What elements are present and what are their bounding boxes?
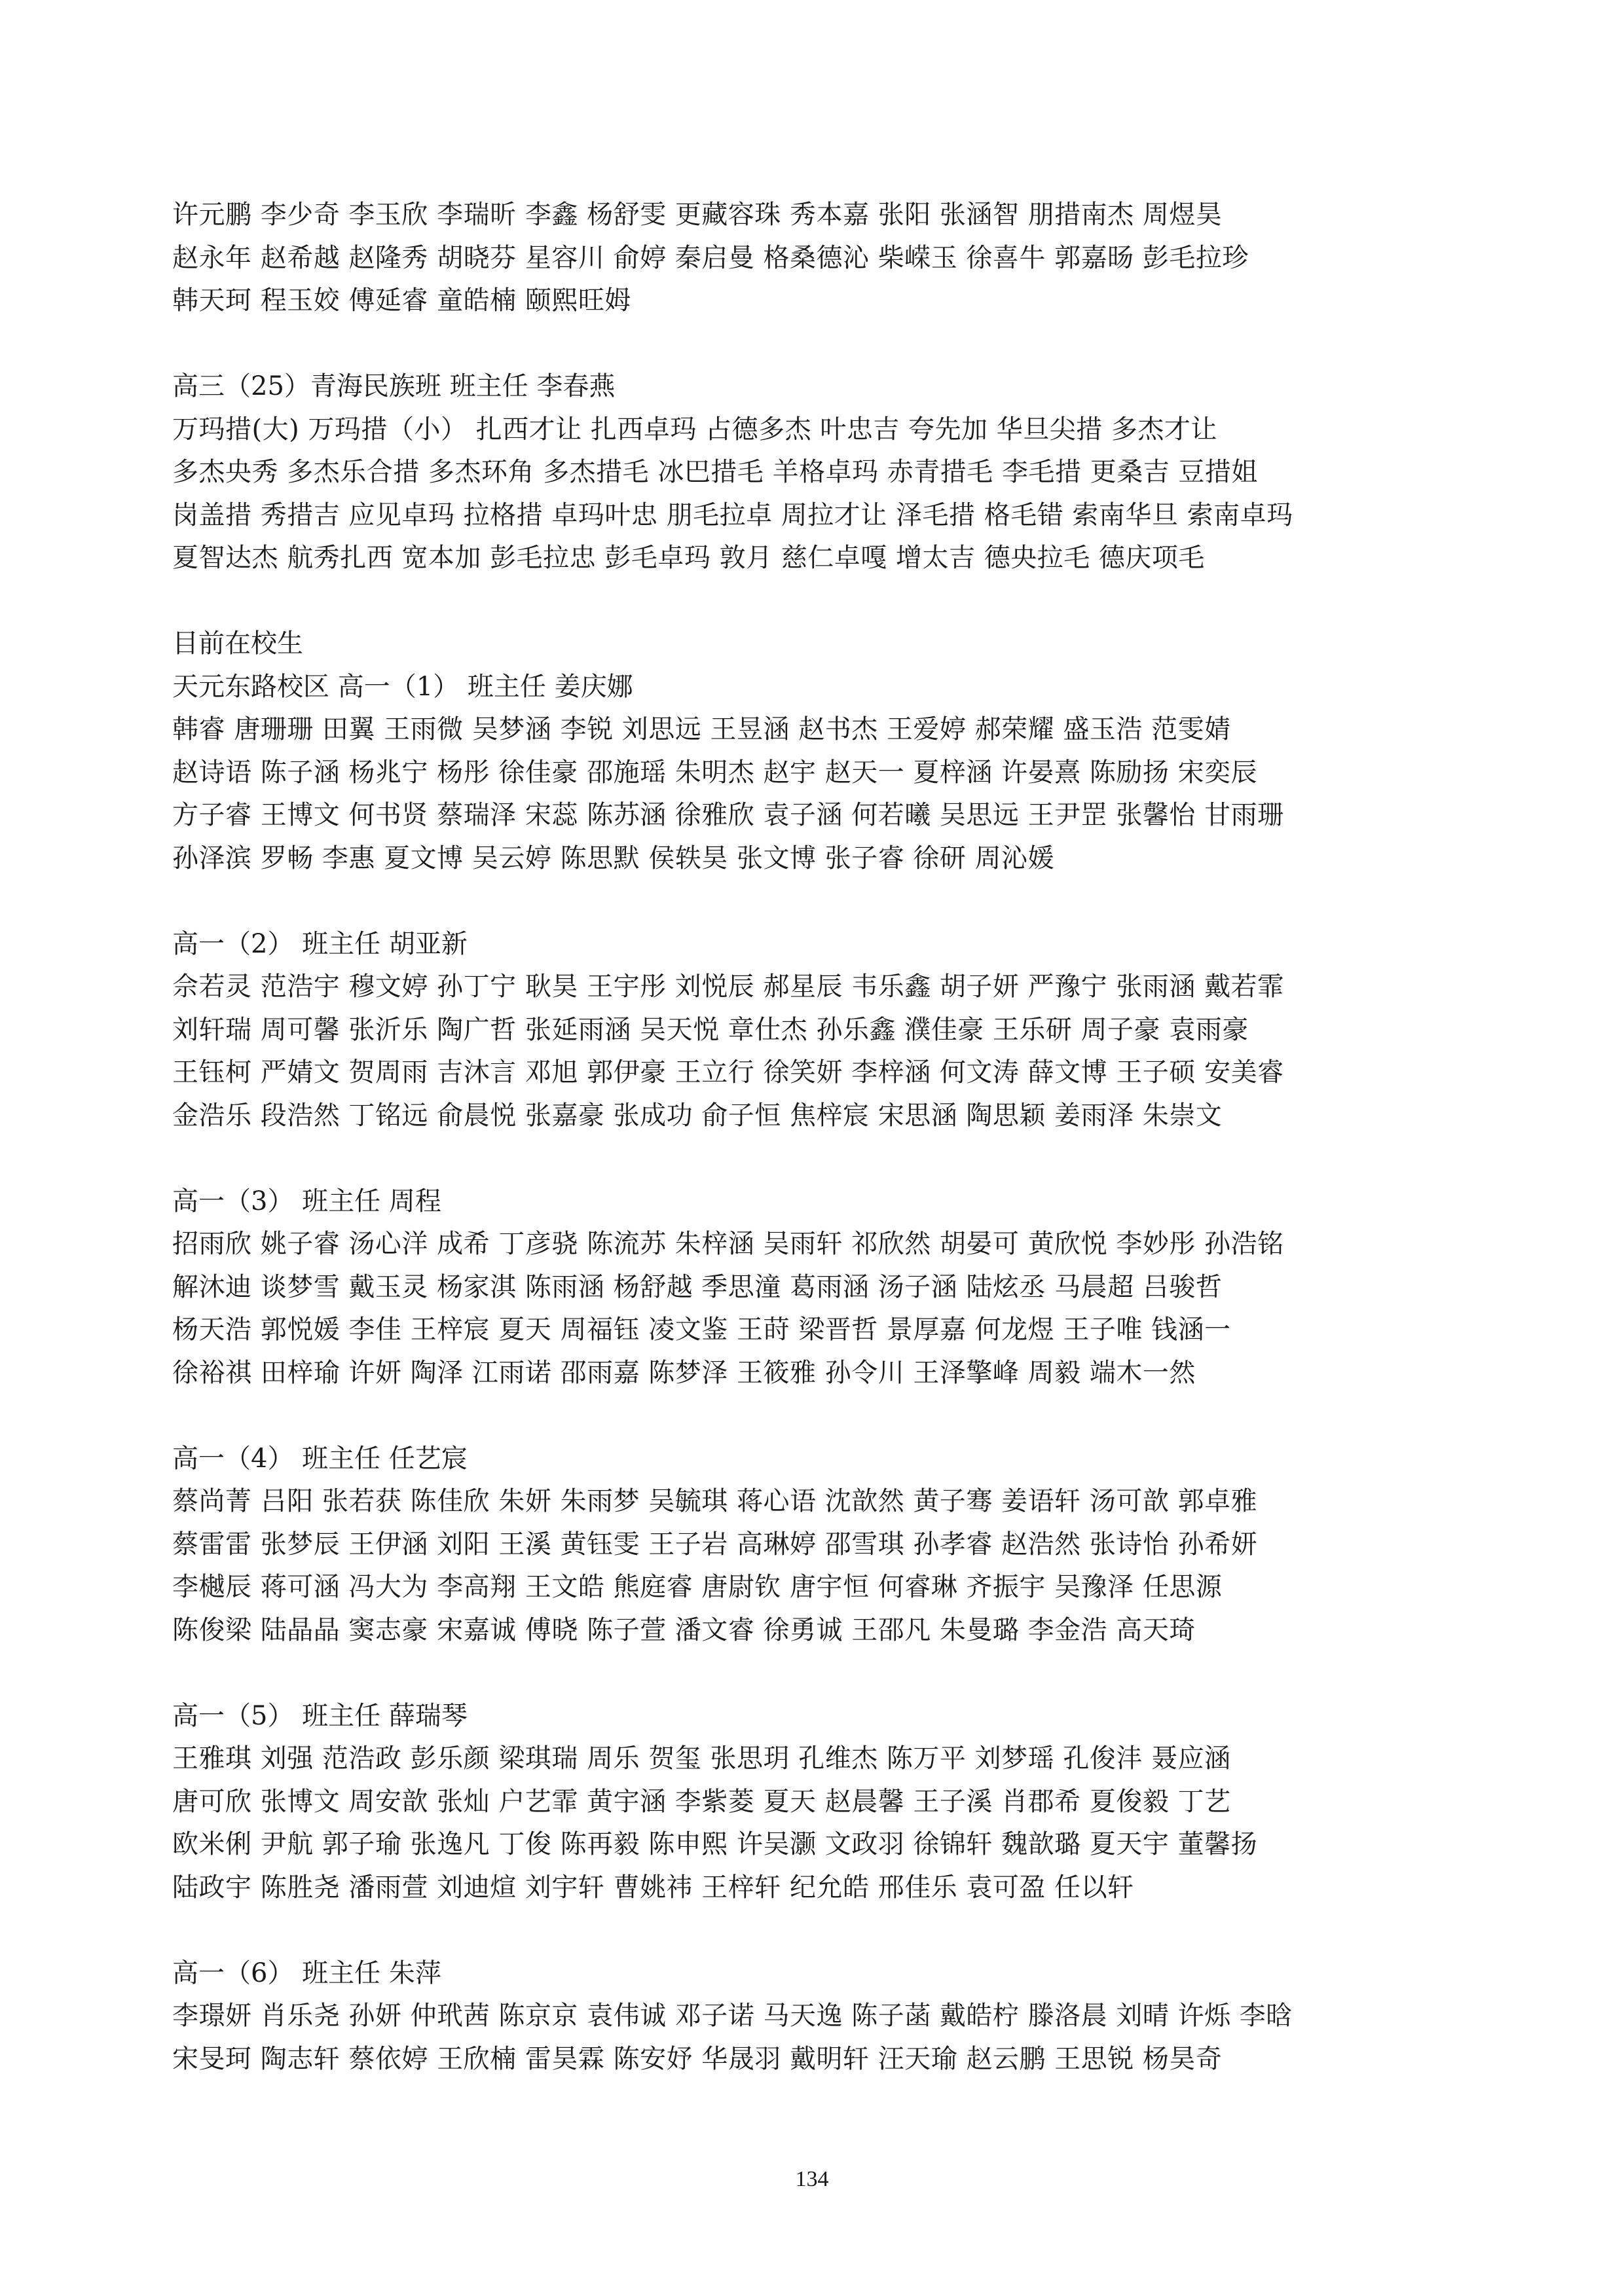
name-line: 韩天珂 程玉姣 傅延睿 童皓楠 颐熙旺姆 [172,285,631,316]
class-heading: 高一（5） 班主任 薛瑞琴 [172,1700,468,1731]
document-body [172,194,1456,2081]
section-spacer [172,1909,1456,1952]
section-class-g1-4 [172,1438,1456,1652]
class-heading: 高三（25）青海民族班 班主任 李春燕 [172,371,616,401]
name-line: 王雅琪 刘强 范浩政 彭乐颜 梁琪瑞 周乐 贺玺 张思玥 孔维杰 陈万平 刘梦瑶 孔俊沣 聂应涵 [172,1743,1231,1774]
section-class-g1-2 [172,923,1456,1138]
section-class-25 [172,365,1456,580]
class-heading: 高一（6） 班主任 朱萍 [172,1958,441,1988]
section-title: 目前在校生 [172,629,303,659]
name-line: 孙泽滨 罗畅 李惠 夏文博 吴云婷 陈思默 侯轶昊 张文博 张子睿 徐研 周沁媛 [172,843,1055,873]
name-line: 万玛措(大) 万玛措（小） 扎西才让 扎西卓玛 占德多杰 叶忠吉 夸先加 华旦尖措 多杰才让 [172,414,1217,445]
name-line: 赵诗语 陈子涵 杨兆宁 杨彤 徐佳豪 邵施瑶 朱明杰 赵宇 赵天一 夏梓涵 许晏熹 陈励扬 宋奕辰 [172,757,1258,788]
name-line: 唐可欣 张博文 周安歆 张灿 户艺霏 黄宇涵 李紫菱 夏天 赵晨馨 王子溪 肖郡希 夏俊毅 丁艺 [172,1786,1231,1817]
name-line: 韩睿 唐珊珊 田翼 王雨微 吴梦涵 李锐 刘思远 王昱涵 赵书杰 王爱婷 郝荣耀 盛玉浩 范雯婧 [172,714,1231,744]
name-line: 赵永年 赵希越 赵隆秀 胡晓芬 星容川 俞婷 秦启曼 格桑德沁 柴嵘玉 徐喜牛 郭嘉旸 彭毛拉珍 [172,242,1249,273]
page-number: 134 [795,2167,829,2191]
class-heading: 高一（4） 班主任 任艺宸 [172,1443,468,1474]
name-line: 李樾辰 蒋可涵 冯大为 李高翔 王文皓 熊庭睿 唐尉钦 唐宇恒 何睿琳 齐振宇 吴豫泽 任思源 [172,1572,1223,1602]
section-class-g1-3 [172,1180,1456,1395]
name-line: 佘若灵 范浩宇 穆文婷 孙丁宁 耿昊 王宇彤 刘悦辰 郝星辰 韦乐鑫 胡子妍 严豫宁 张雨涵 戴若霏 [172,972,1284,1002]
name-line: 陆政宇 陈胜尧 潘雨萱 刘迪煊 刘宇轩 曹姚祎 王梓轩 纪允皓 邢佳乐 袁可盈 任以轩 [172,1872,1134,1903]
name-line: 刘轩瑞 周可馨 张沂乐 陶广哲 张延雨涵 吴天悦 章仕杰 孙乐鑫 濮佳豪 王乐研 周子豪 袁雨豪 [172,1014,1249,1045]
class-heading: 高一（2） 班主任 胡亚新 [172,928,468,959]
section-spacer [172,323,1456,366]
section-spacer [172,1137,1456,1180]
name-line: 宋旻珂 陶志轩 蔡依婷 王欣楠 雷昊霖 陈安妤 华晟羽 戴明轩 汪天瑜 赵云鹏 王思锐 杨昊奇 [172,2043,1223,2074]
section-class-g1-5 [172,1695,1456,1910]
name-line: 欧米俐 尹航 郭子瑜 张逸凡 丁俊 陈再毅 陈申熙 许吴灏 文政羽 徐锦轩 魏歆璐 夏天宇 董馨扬 [172,1829,1258,1859]
name-line: 王钰柯 严婧文 贺周雨 吉沐言 邓旭 郭伊豪 王立行 徐笑妍 李梓涵 何文涛 薛文博 王子硕 安美睿 [172,1057,1284,1087]
section-continued-names [172,194,1456,323]
name-line: 蔡尚菁 吕阳 张若获 陈佳欣 朱妍 朱雨梦 吴毓琪 蒋心语 沈歆然 黄子骞 姜语轩 汤可歆 郭卓雅 [172,1486,1258,1516]
name-line: 多杰央秀 多杰乐合措 多杰环角 多杰措毛 冰巴措毛 羊格卓玛 赤青措毛 李毛措 更桑吉 豆措姐 [172,457,1258,487]
name-line: 解沐迪 谈梦雪 戴玉灵 杨家淇 陈雨涵 杨舒越 季思潼 葛雨涵 汤子涵 陆炫丞 马晨超 吕骏哲 [172,1271,1223,1302]
name-line: 许元鹏 李少奇 李玉欣 李瑞昕 李鑫 杨舒雯 更藏容珠 秀本嘉 张阳 张涵智 朋措南杰 周煜昊 [172,200,1223,230]
section-spacer [172,580,1456,623]
name-line: 蔡雷雷 张梦辰 王伊涵 刘阳 王溪 黄钰雯 王子岩 高琳婷 邵雪琪 孙孝睿 赵浩然 张诗怡 孙希妍 [172,1529,1258,1559]
section-current-students [172,623,1456,666]
section-spacer [172,1652,1456,1695]
class-heading: 高一（3） 班主任 周程 [172,1186,441,1216]
name-line: 金浩乐 段浩然 丁铭远 俞晨悦 张嘉豪 张成功 俞子恒 焦梓宸 宋思涵 陶思颖 姜雨泽 朱崇文 [172,1100,1223,1131]
section-spacer [172,880,1456,923]
section-class-g1-1 [172,666,1456,881]
name-line: 方子睿 王博文 何书贤 蔡瑞泽 宋蕊 陈苏涵 徐雅欣 袁子涵 何若曦 吴思远 王尹罡 张馨怡 甘雨珊 [172,800,1284,830]
class-heading: 天元东路校区 高一（1） 班主任 姜庆娜 [172,671,633,702]
name-line: 招雨欣 姚子睿 汤心洋 成希 丁彦骁 陈流苏 朱梓涵 吴雨轩 祁欣然 胡晏可 黄欣悦 李妙彤 孙浩铭 [172,1229,1284,1259]
name-line: 夏智达杰 航秀扎西 宽本加 彭毛拉忠 彭毛卓玛 敦月 慈仁卓嘎 增太吉 德央拉毛 德庆项毛 [172,543,1205,573]
name-line: 陈俊梁 陆晶晶 窦志豪 宋嘉诚 傅晓 陈子萱 潘文睿 徐勇诚 王邵凡 朱曼璐 李金浩 高天琦 [172,1614,1196,1645]
section-spacer [172,1394,1456,1438]
name-line: 徐裕祺 田梓瑜 许妍 陶泽 江雨诺 邵雨嘉 陈梦泽 王筱雅 孙令川 王泽擎峰 周毅 端木一然 [172,1357,1196,1388]
name-line: 岗盖措 秀措吉 应见卓玛 拉格措 卓玛叶忠 朋毛拉卓 周拉才让 泽毛措 格毛错 索南华旦 索南卓玛 [172,500,1293,530]
name-line: 杨天浩 郭悦媛 李佳 王梓宸 夏天 周福钰 凌文鉴 王莳 梁晋哲 景厚嘉 何龙煜 王子唯 钱涵一 [172,1315,1231,1345]
section-class-g1-6 [172,1952,1456,2081]
name-line: 李璟妍 肖乐尧 孙妍 仲玳茜 陈京京 袁伟诚 邓子诺 马天逸 陈子菡 戴皓柠 滕洛晨 刘晴 许烁 李晗 [172,2001,1293,2031]
